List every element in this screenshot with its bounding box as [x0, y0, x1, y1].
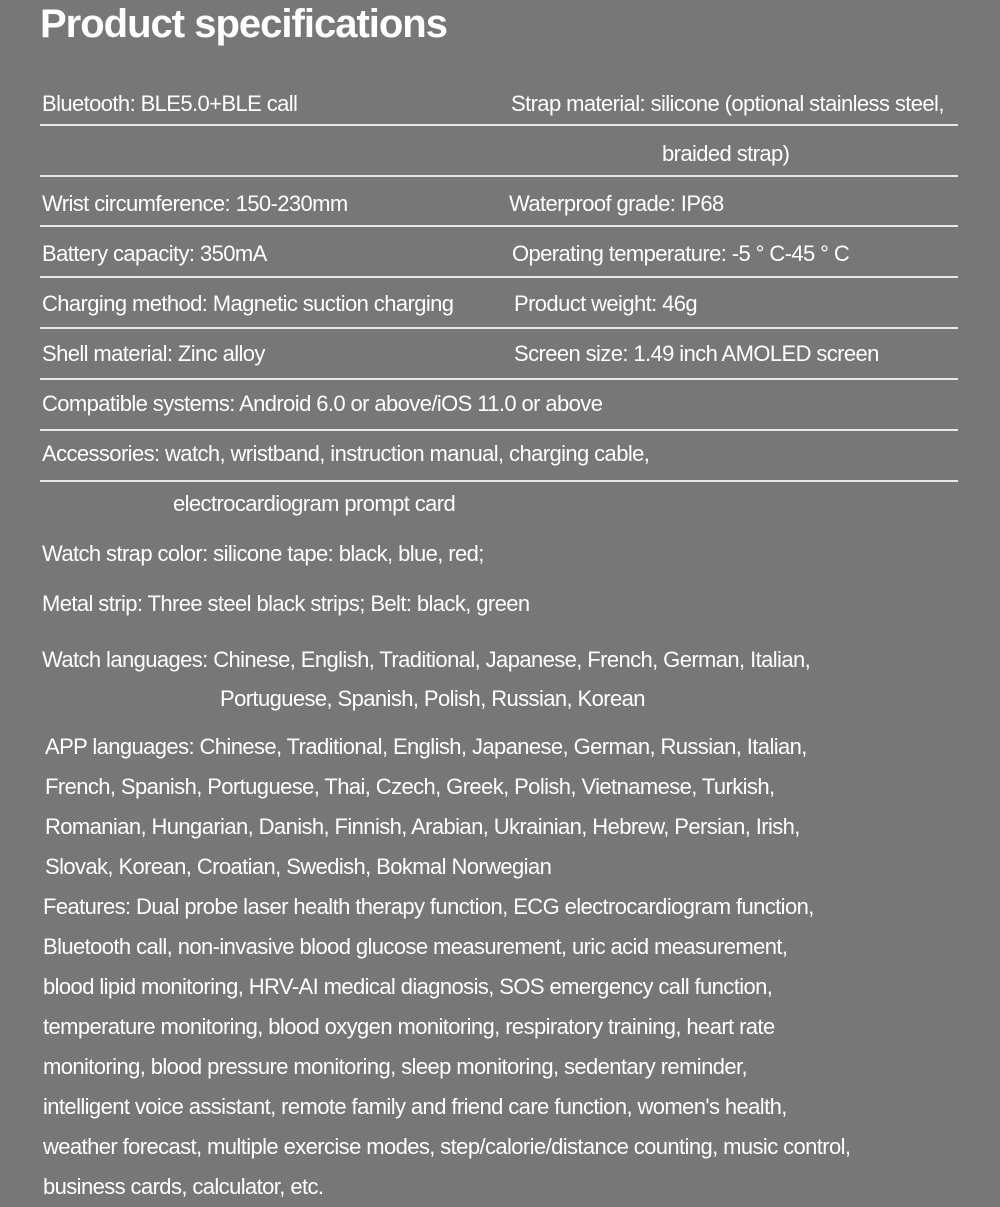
spec-charging-method: Charging method: Magnetic suction charging	[42, 291, 454, 316]
divider	[40, 429, 958, 431]
spec-metal-strip: Metal strip: Three steel black strips; Belt: black, green	[42, 591, 530, 616]
spec-accessories: Accessories: watch, wristband, instruction manual, charging cable,	[42, 441, 650, 466]
spec-shell-material: Shell material: Zinc alloy	[42, 341, 265, 366]
spec-strap-material: Strap material: silicone (optional stainless steel,	[511, 91, 944, 116]
paragraph-line: weather forecast, multiple exercise modes, step/calorie/distance counting, music control,	[43, 1134, 851, 1159]
spec-screen-size: Screen size: 1.49 inch AMOLED screen	[514, 341, 879, 366]
paragraph-line: French, Spanish, Portuguese, Thai, Czech, Greek, Polish, Vietnamese, Turkish,	[45, 774, 775, 799]
spec-operating-temperature: Operating temperature: -5 ° C-45 ° C	[512, 241, 850, 266]
paragraph-line: blood lipid monitoring, HRV-AI medical diagnosis, SOS emergency call function,	[43, 974, 773, 999]
paragraph-line: business cards, calculator, etc.	[43, 1174, 324, 1199]
paragraph-line: temperature monitoring, blood oxygen monitoring, respiratory training, heart rate	[43, 1014, 775, 1039]
spec-strap-material-cont: braided strap)	[662, 141, 790, 166]
page-title: Product specifications	[40, 2, 447, 46]
spec-product-weight: Product weight: 46g	[514, 291, 698, 316]
divider	[40, 276, 958, 278]
spec-strap-color: Watch strap color: silicone tape: black, blue, red;	[42, 541, 484, 566]
spec-wrist-circumference: Wrist circumference: 150-230mm	[42, 191, 348, 216]
divider	[40, 480, 958, 482]
paragraph-line: Bluetooth call, non-invasive blood glucose measurement, uric acid measurement,	[43, 934, 788, 959]
paragraph-line: monitoring, blood pressure monitoring, sleep monitoring, sedentary reminder,	[43, 1054, 748, 1079]
spec-waterproof-grade: Waterproof grade: IP68	[509, 191, 724, 216]
paragraph-line: intelligent voice assistant, remote family and friend care function, women's health,	[43, 1094, 787, 1119]
divider	[40, 327, 958, 329]
spec-bluetooth: Bluetooth: BLE5.0+BLE call	[42, 91, 298, 116]
spec-accessories-cont: electrocardiogram prompt card	[173, 491, 456, 516]
spec-battery-capacity: Battery capacity: 350mA	[42, 241, 267, 266]
divider	[40, 175, 958, 177]
spec-compatible-systems: Compatible systems: Android 6.0 or above/iOS 11.0 or above	[42, 391, 603, 416]
paragraph-line: Romanian, Hungarian, Danish, Finnish, Arabian, Ukrainian, Hebrew, Persian, Irish,	[45, 814, 800, 839]
spec-app-languages	[45, 727, 807, 887]
spec-features	[43, 887, 850, 1207]
spec-watch-languages-cont: Portuguese, Spanish, Polish, Russian, Korean	[220, 686, 645, 711]
paragraph-line: Features: Dual probe laser health therapy function, ECG electrocardiogram function,	[43, 894, 814, 919]
divider	[40, 378, 958, 380]
paragraph-line: APP languages: Chinese, Traditional, English, Japanese, German, Russian, Italian,	[45, 734, 807, 759]
paragraph-line: Slovak, Korean, Croatian, Swedish, Bokmal Norwegian	[45, 854, 552, 879]
divider	[40, 124, 958, 126]
divider	[40, 225, 958, 227]
spec-watch-languages: Watch languages: Chinese, English, Traditional, Japanese, French, German, Italian,	[42, 647, 811, 672]
